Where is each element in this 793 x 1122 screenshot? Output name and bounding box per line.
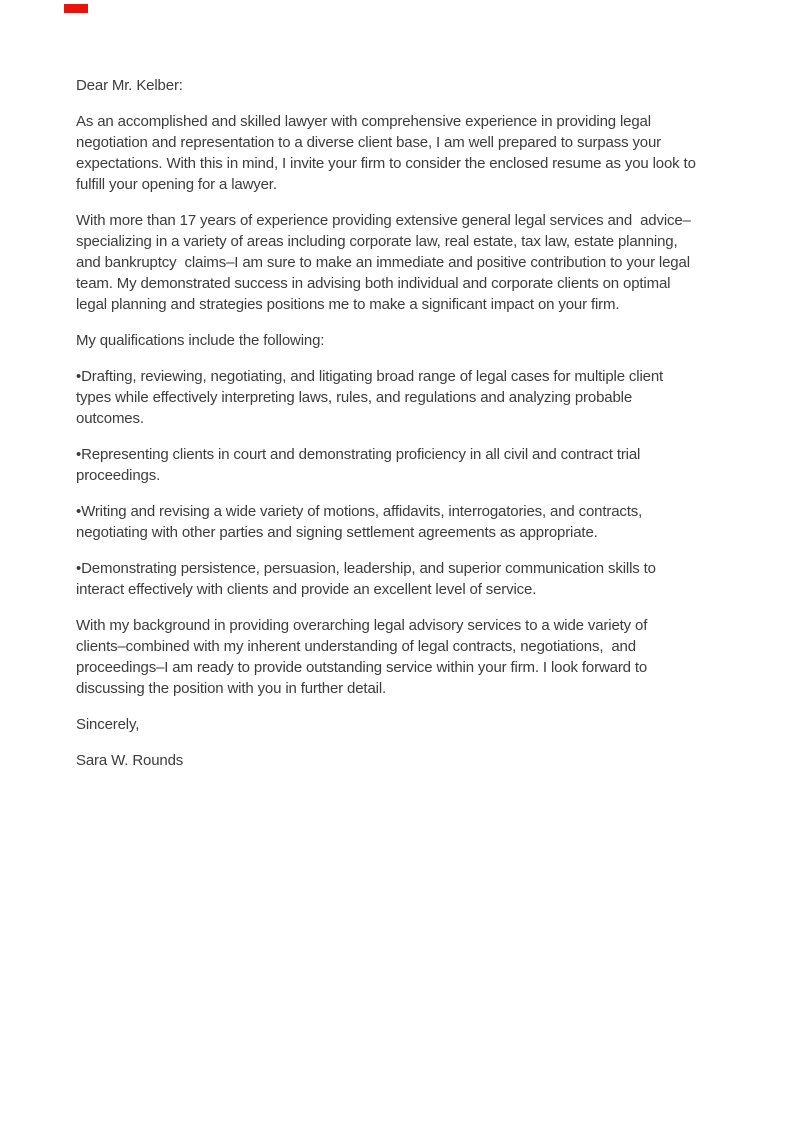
qualification-bullet-1: •Drafting, reviewing, negotiating, and litigating broad range of legal cases for multiple client types while effectively interpreting laws, rules, and regulations and analyzing probable outcomes. [76,368,668,427]
cover-letter-body [76,75,700,771]
red-accent-mark [64,4,88,13]
experience-paragraph: With more than 17 years of experience providing extensive general legal services and advice– specializing in a variety of areas including corporate law, real estate, tax law, estate planning, and bankruptcy claims–I am sure to make an immediate and positive contribution to your legal team. My demonstrated success in advising both individual and corporate clients on optimal legal planning and strategies positions me to make a significant impact on your firm. [76,212,695,313]
qualification-bullet-3: •Writing and revising a wide variety of motions, affidavits, interrogatories, and contracts, negotiating with other parties and signing settlement agreements as appropriate. [76,503,647,541]
qualifications-intro: My qualifications include the following: [76,332,325,349]
qualification-bullet-4: •Demonstrating persistence, persuasion, leadership, and superior communication skills to interact effectively with clients and provide an excellent level of service. [76,560,660,598]
qualification-bullet-2: •Representing clients in court and demonstrating proficiency in all civil and contract trial proceedings. [76,446,645,484]
intro-paragraph: As an accomplished and skilled lawyer with comprehensive experience in providing legal negotiation and representation to a diverse client base, I am well prepared to surpass your expectations. With this in mind, I invite your firm to consider the enclosed resume as you look to fulfill your opening for a lawyer. [76,113,700,193]
signature-name: Sara W. Rounds [76,752,184,769]
closing-paragraph: With my background in providing overarching legal advisory services to a wide variety of clients–combined with my inherent understanding of legal contracts, negotiations, and proceedings–I am ready to provide outstanding service within your firm. I look forward to discussing the position with you in further detail. [76,617,652,697]
valediction: Sincerely, [76,716,140,733]
salutation: Dear Mr. Kelber: [76,77,183,94]
